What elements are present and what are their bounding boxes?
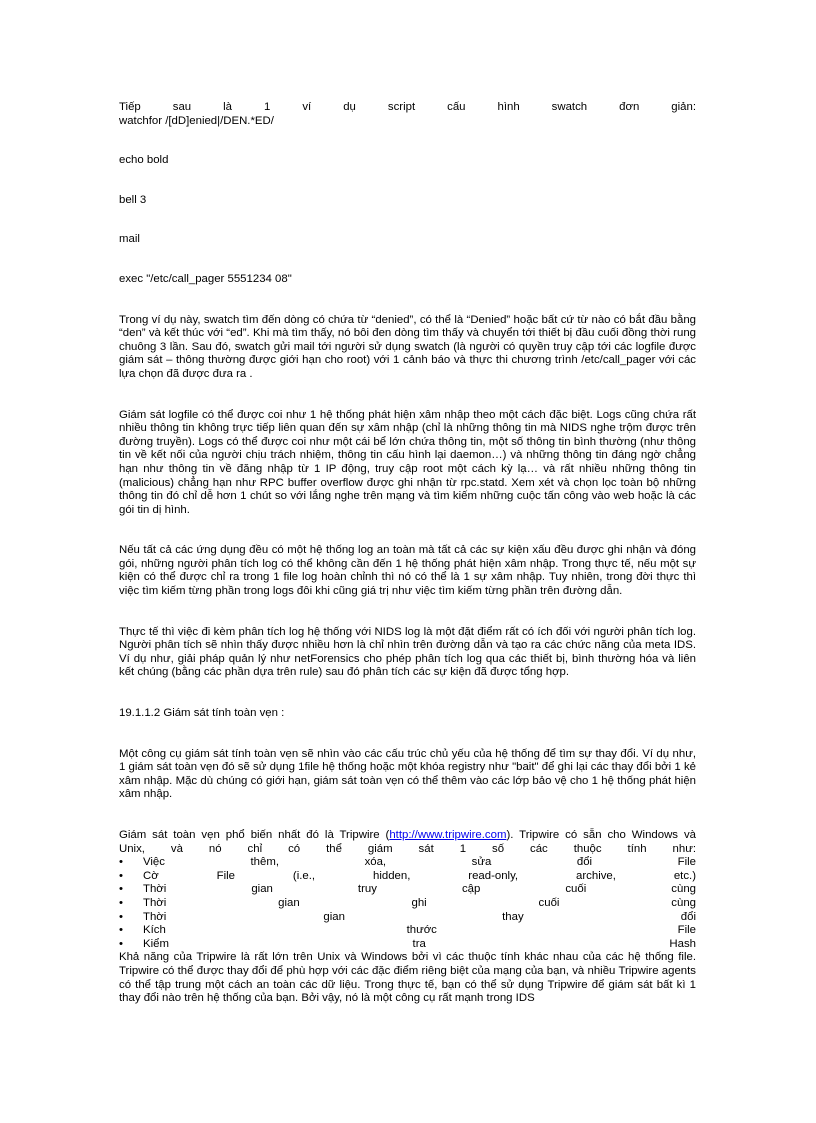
- bullet-text: Kích thước File: [143, 924, 696, 937]
- bullet-text: Kiểm tra Hash: [143, 937, 696, 950]
- list-item: [119, 924, 696, 938]
- bullet-icon: •: [119, 869, 123, 882]
- watchfor-line: watchfor /[dD]enied|/DEN.*ED/: [119, 114, 274, 127]
- list-item: [119, 911, 696, 925]
- bullet-icon: •: [119, 856, 123, 869]
- bullet-text: Cờ File (i.e., hidden, read-only, archive, etc.): [143, 869, 696, 882]
- bullet-text: Thời gian thay đổi: [143, 910, 696, 923]
- paragraph-secure-logging: Nếu tất cả các ứng dụng đều có một hệ thống log an toàn mà tất cả các sự kiện xấu đều được ghi nhận và đóng gói, những người phân tích log có thể không cần đến 1 hệ thống phát hiện xâm nhập. Trong thực tế, nếu một sự kiện có thể được chỉ ra trong 1 file log hoàn chỉnh thì nó có thể là 1 sự xâm nhập. Tuy nhiên, trong đời thực thì việc tìm kiếm từng phần trong logs đôi khi cũng giá trị như việc tìm kiếm từng phần trên đường dẫn.: [119, 544, 696, 598]
- list-item: [119, 870, 696, 884]
- script-line-mail: mail: [119, 233, 140, 246]
- list-item: [119, 897, 696, 911]
- bullet-icon: •: [119, 924, 123, 937]
- section-heading: 19.1.1.2 Giám sát tính toàn vẹn :: [119, 707, 285, 720]
- bullet-icon: •: [119, 896, 123, 909]
- bullet-text: Thời gian truy cập cuối cùng: [143, 883, 696, 896]
- list-item: [119, 883, 696, 897]
- paragraph-swatch-example: Trong ví dụ này, swatch tìm đến dòng có chứa từ “denied”, có thể là “Denied” hoặc bất cứ từ nào có bắt đầu bằng “den” và kết thúc với “ed”. Khi mà tìm thấy, nó bôi đen dòng tìm thấy và chuyển tới thiết bị đầu cuối đồng thời rung chuông 3 lần. Sau đó, swatch gửi mail tới người sử dụng swatch (là người có quyền truy cập tới các logfile được giám sát – thông thường được giới hạn cho root) với 1 cảnh báo và thực thi chương trình /etc/call_pager với các lựa chọn đã được đưa ra .: [119, 313, 696, 380]
- intro-line: Tiếp sau là 1 ví dụ script cấu hình swatch đơn giản:: [119, 101, 696, 113]
- tripwire-text-after-link: ). Tripwire có sẵn cho Windows và: [506, 829, 696, 841]
- script-line-exec: exec "/etc/call_pager 5551234 08": [119, 272, 292, 285]
- document-body: [119, 101, 696, 1006]
- list-item: [119, 856, 696, 870]
- bullet-text: Việc thêm, xóa, sửa đổi File: [143, 856, 696, 869]
- tripwire-attributes-line: Unix, và nó chỉ có thể giám sát 1 số các thuộc tính như:: [119, 842, 696, 855]
- tripwire-link[interactable]: http://www.tripwire.com: [389, 829, 507, 841]
- script-line-echo: echo bold: [119, 154, 169, 167]
- tripwire-text-before-link: Giám sát toàn vẹn phổ biến nhất đó là Tripwire (: [119, 829, 390, 841]
- paragraph-log-analysis: Thực tế thì việc đi kèm phân tích log hệ thống với NIDS log là một đặt điểm rất có ích đối với người phân tích log. Người phân tích sẽ nhìn thấy được nhiều hơn là chỉ nhìn trên đường dẫn và tạo ra các chức năng của meta IDS. Ví dụ như, giải pháp quản lý như netForensics cho phép phân tích log qua các thiết bị, bình thường hóa và liên kết chúng (bằng các phần dựa trên rule) sau đó phân tích các sự kiện đã được tổng hợp.: [119, 625, 696, 679]
- list-item: [119, 938, 696, 952]
- script-line-bell: bell 3: [119, 193, 147, 206]
- tripwire-intro-line: [119, 829, 696, 843]
- paragraph-integrity-monitoring: Một công cụ giám sát tính toàn vẹn sẽ nhìn vào các cấu trúc chủ yếu của hệ thống để tìm sự thay đổi. Ví dụ như, 1 giám sát toàn vẹn đó sẽ sử dụng 1file hệ thống hoặc một khóa registry như "bait" để ghi lại các thay đổi bởi 1 kẻ xâm nhập. Mặc dù chúng có giới hạn, giám sát toàn vẹn có thể thêm vào các lớp bảo vệ cho 1 hệ thống phát hiện xâm nhập.: [119, 747, 696, 801]
- paragraph-tripwire-capabilities: Khả năng của Tripwire là rất lớn trên Unix và Windows bởi vì các thuộc tính khác nhau của các hệ thống file. Tripwire có thể được thay đổi để phù hợp với các đặc điểm riêng biệt của mạng của bạn, và nhiều Tripwire agents có thể tập trung một cách an toàn các dữ liệu. Trong thực tế, bạn có thể sử dụng Tripwire để giám sát bất kì 1 thay đổi nào trên hệ thống của bạn. Bởi vậy, nó là một công cụ rất mạnh trong IDS: [119, 951, 696, 1005]
- bullet-icon: •: [119, 883, 123, 896]
- bullet-icon: •: [119, 937, 123, 950]
- bullet-icon: •: [119, 910, 123, 923]
- paragraph-logfile-monitoring: Giám sát logfile có thể được coi như 1 hệ thống phát hiện xâm nhập theo một cách đặc biệt. Logs cũng chứa rất nhiều thông tin không trực tiếp liên quan đến sự xâm nhập (chỉ là những thông tin mà NIDS nghe trộm được trên đường truyền). Logs có thể được coi như một cái bể lớn chứa thông tin, một số thông tin bình thường (như thông tin về kết nối của người chịu trách nhiệm, thông tin cấu hình lại daemon…) và những thông tin đáng ngờ chẳng hạn như thông tin về đăng nhập từ 1 IP động, truy cập root một cách kỳ lạ… và rất nhiều những thông tin (malicious) chẳng hạn như RPC buffer overflow được ghi nhận từ rpc.statd. Xem xét và chọn lọc toàn bộ những thông tin đó chỉ dễ hơn 1 chút so với lắng nghe trên mạng và tìm kiếm những cuộc tấn công vào web hoặc là các gói tin dị hình.: [119, 408, 696, 516]
- bullet-text: Thời gian ghi cuối cùng: [143, 896, 696, 909]
